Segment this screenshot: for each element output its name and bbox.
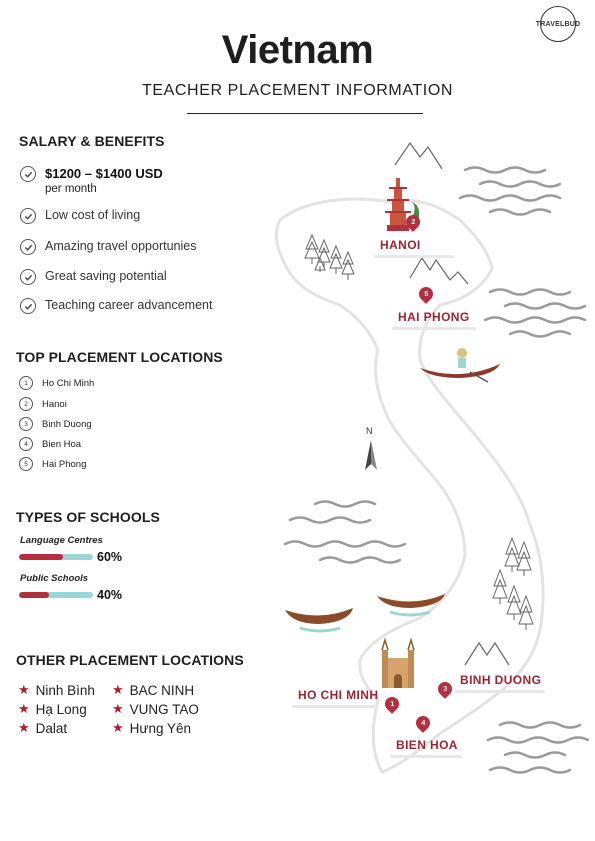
cathedral-landmark	[382, 640, 414, 688]
location-name: Ninh Bình	[35, 682, 95, 698]
salary-period: per month	[45, 183, 97, 195]
star-icon: ★	[18, 701, 30, 716]
language-centres-bar	[19, 554, 93, 560]
location-name: Hạ Long	[35, 701, 87, 717]
public-schools-bar	[19, 592, 93, 598]
school-type-label: Language Centres	[20, 535, 103, 546]
list-item	[18, 682, 95, 698]
city-label-hai-phong: HAI PHONG	[398, 310, 470, 324]
mountains-south	[465, 643, 509, 665]
city-underline	[392, 327, 476, 330]
city-underline	[292, 705, 378, 708]
number-badge: 3	[19, 417, 33, 431]
north-label: N	[366, 426, 373, 436]
other-locations-title: OTHER PLACEMENT LOCATIONS	[16, 652, 244, 668]
star-icon: ★	[18, 720, 30, 735]
star-icon: ★	[112, 720, 124, 735]
list-item	[19, 376, 94, 390]
benefit-item	[20, 239, 196, 255]
vietnam-map	[260, 140, 595, 810]
sea-waves-left	[285, 502, 405, 563]
page-title: Vietnam	[221, 28, 374, 72]
boat-south-left	[285, 608, 353, 631]
list-item	[18, 701, 87, 717]
city-label-bien-hoa: BIEN HOA	[396, 738, 458, 752]
number-badge: 4	[19, 437, 33, 451]
benefit-text: Amazing travel opportunies	[45, 239, 197, 253]
sea-waves-middle	[485, 290, 585, 337]
logo-text: TRAVELBUD	[535, 20, 581, 28]
benefit-text: Teaching career advancement	[45, 298, 213, 312]
school-type-label: Public Schools	[20, 573, 89, 584]
benefit-item	[20, 208, 140, 224]
pin-binh-duong: 3	[438, 682, 452, 696]
city-label-ho-chi-minh: HO CHI MINH	[298, 688, 379, 702]
location-name: Ho Chi Minh	[42, 377, 95, 389]
list-item	[112, 701, 199, 717]
number-badge: 1	[19, 376, 33, 390]
location-name: Binh Duong	[42, 418, 92, 430]
star-icon: ★	[112, 682, 124, 697]
pin-hanoi: 2	[406, 215, 420, 229]
location-name: Dalat	[35, 720, 68, 736]
star-icon: ★	[112, 701, 124, 716]
top-locations-title: TOP PLACEMENT LOCATIONS	[16, 349, 223, 365]
location-name: VUNG TAO	[129, 701, 199, 717]
benefit-item	[20, 269, 167, 285]
checkmark-icon	[20, 166, 36, 182]
bar-fill	[19, 592, 49, 598]
city-underline	[390, 755, 462, 758]
boat-south-right	[377, 594, 445, 615]
city-underline	[455, 690, 545, 693]
star-icon: ★	[18, 682, 30, 697]
benefit-text: Great saving potential	[45, 269, 167, 283]
schools-title: TYPES OF SCHOOLS	[16, 509, 160, 525]
bar-fill	[19, 554, 63, 560]
list-item	[18, 720, 67, 736]
location-name: Hanoi	[42, 398, 67, 410]
pin-hai-phong: 5	[419, 287, 433, 301]
pin-ho-chi-minh: 1	[385, 697, 399, 711]
location-name: Hưng Yên	[129, 720, 191, 736]
list-item	[112, 720, 191, 736]
compass-arrow-icon	[363, 440, 379, 472]
page-subtitle: TEACHER PLACEMENT INFORMATION	[141, 82, 454, 99]
list-item	[19, 397, 67, 411]
location-name: Bien Hoa	[42, 438, 82, 450]
checkmark-icon	[20, 239, 36, 255]
city-label-binh-duong: BINH DUONG	[460, 673, 542, 687]
city-underline	[374, 255, 454, 258]
list-item	[112, 682, 194, 698]
location-name: Hai Phong	[42, 458, 87, 470]
list-item	[19, 417, 92, 431]
checkmark-icon	[20, 269, 36, 285]
pin-bien-hoa: 4	[416, 716, 430, 730]
benefit-text: Low cost of living	[45, 208, 141, 222]
number-badge: 5	[19, 457, 33, 471]
location-name: BAC NINH	[129, 682, 195, 698]
checkmark-icon	[20, 208, 36, 224]
school-percent: 60%	[97, 550, 123, 564]
salary-section-title: SALARY & BENEFITS	[19, 133, 165, 149]
list-item	[19, 457, 86, 471]
city-label-hanoi: HANOI	[380, 238, 421, 252]
salary-row	[20, 166, 163, 195]
sea-waves-bottom	[488, 723, 588, 773]
pine-trees-north	[305, 235, 354, 280]
list-item	[19, 437, 81, 451]
sea-waves-top	[460, 168, 560, 215]
benefit-item	[20, 298, 212, 314]
school-percent: 40%	[97, 588, 123, 602]
pine-trees-south	[493, 538, 533, 630]
number-badge: 2	[19, 397, 33, 411]
boat-north	[420, 348, 500, 382]
checkmark-icon	[20, 298, 36, 314]
salary-amount: $1200 – $1400 USD	[45, 166, 163, 181]
title-divider	[187, 113, 423, 114]
